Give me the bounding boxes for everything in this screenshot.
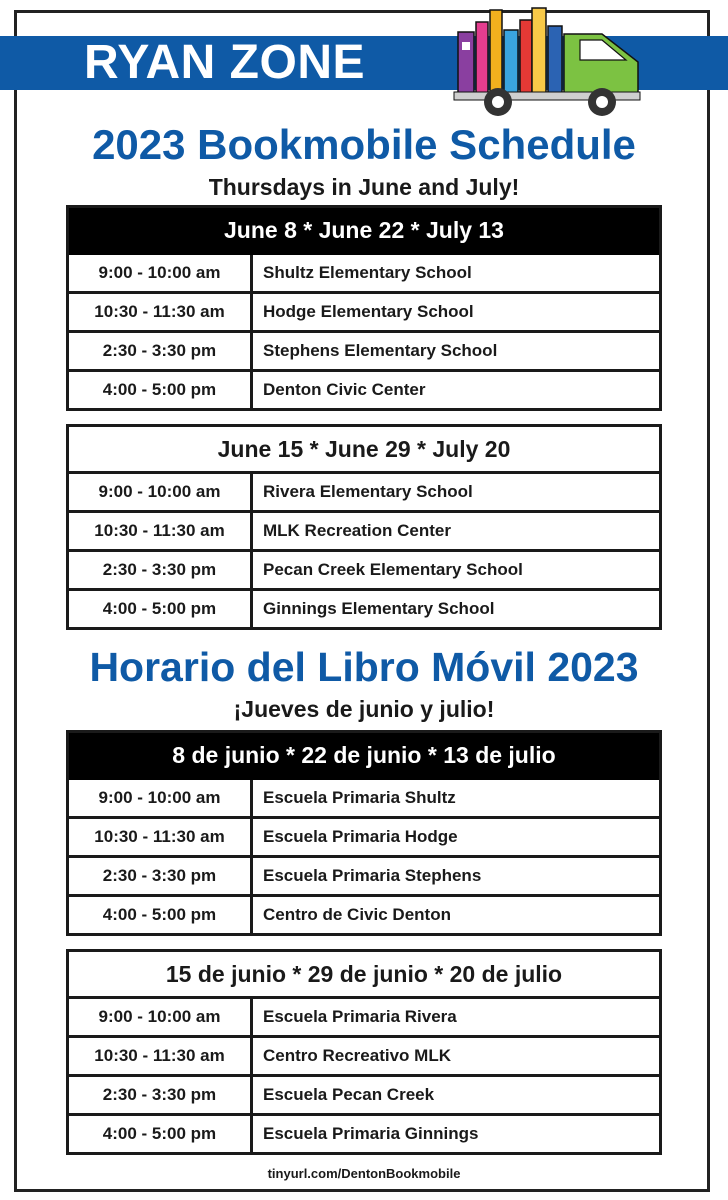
location-cell: MLK Recreation Center (263, 521, 451, 540)
time-cell: 10:30 - 11:30 am (69, 513, 253, 549)
table-row (69, 897, 659, 933)
english-heading: 2023 Bookmobile Schedule (92, 121, 636, 168)
spanish-subheading: ¡Jueves de junio y julio! (233, 696, 495, 722)
table-row (69, 819, 659, 858)
schedule-block-english-2 (66, 424, 662, 630)
time-cell: 2:30 - 3:30 pm (69, 552, 253, 588)
table-row (69, 1116, 659, 1152)
time-cell: 9:00 - 10:00 am (69, 999, 253, 1035)
schedule-block-spanish-1 (66, 730, 662, 936)
block-dates: 15 de junio * 29 de junio * 20 de julio (69, 952, 659, 999)
location-cell: Ginnings Elementary School (263, 599, 495, 618)
english-subheading: Thursdays in June and July! (208, 174, 520, 200)
table-row (69, 255, 659, 294)
footer-url: tinyurl.com/DentonBookmobile (267, 1166, 461, 1181)
schedule-block-english-1 (66, 205, 662, 411)
table-row (69, 591, 659, 627)
location-cell: Rivera Elementary School (263, 482, 473, 501)
spanish-heading: Horario del Libro Móvil 2023 (89, 644, 639, 690)
time-cell: 9:00 - 10:00 am (69, 780, 253, 816)
location-cell: Escuela Primaria Shultz (263, 788, 456, 807)
time-cell: 10:30 - 11:30 am (69, 819, 253, 855)
location-cell: Pecan Creek Elementary School (263, 560, 523, 579)
location-cell: Centro Recreativo MLK (263, 1046, 451, 1065)
table-row (69, 333, 659, 372)
table-row (69, 474, 659, 513)
bookmobile-truck-icon (452, 4, 652, 120)
table-row (69, 999, 659, 1038)
location-cell: Stephens Elementary School (263, 341, 498, 360)
time-cell: 4:00 - 5:00 pm (69, 1116, 253, 1152)
location-cell: Escuela Primaria Hodge (263, 827, 458, 846)
time-cell: 10:30 - 11:30 am (69, 1038, 253, 1074)
block-dates: 8 de junio * 22 de junio * 13 de julio (69, 733, 659, 780)
block-dates: June 8 * June 22 * July 13 (69, 208, 659, 255)
time-cell: 9:00 - 10:00 am (69, 474, 253, 510)
time-cell: 2:30 - 3:30 pm (69, 333, 253, 369)
table-row (69, 552, 659, 591)
table-row (69, 1077, 659, 1116)
time-cell: 10:30 - 11:30 am (69, 294, 253, 330)
table-row (69, 513, 659, 552)
table-row (69, 294, 659, 333)
location-cell: Escuela Primaria Rivera (263, 1007, 457, 1026)
time-cell: 9:00 - 10:00 am (69, 255, 253, 291)
time-cell: 2:30 - 3:30 pm (69, 858, 253, 894)
location-cell: Escuela Pecan Creek (263, 1085, 435, 1104)
location-cell: Centro de Civic Denton (263, 905, 451, 924)
time-cell: 4:00 - 5:00 pm (69, 897, 253, 933)
time-cell: 4:00 - 5:00 pm (69, 372, 253, 408)
banner-title: RYAN ZONE (84, 36, 365, 89)
time-cell: 2:30 - 3:30 pm (69, 1077, 253, 1113)
schedule-block-spanish-2 (66, 949, 662, 1155)
table-row (69, 780, 659, 819)
table-row (69, 858, 659, 897)
location-cell: Denton Civic Center (263, 380, 426, 399)
location-cell: Escuela Primaria Stephens (263, 866, 482, 885)
table-row (69, 372, 659, 408)
location-cell: Escuela Primaria Ginnings (263, 1124, 479, 1143)
block-dates: June 15 * June 29 * July 20 (69, 427, 659, 474)
location-cell: Shultz Elementary School (263, 263, 472, 282)
time-cell: 4:00 - 5:00 pm (69, 591, 253, 627)
table-row (69, 1038, 659, 1077)
location-cell: Hodge Elementary School (263, 302, 474, 321)
